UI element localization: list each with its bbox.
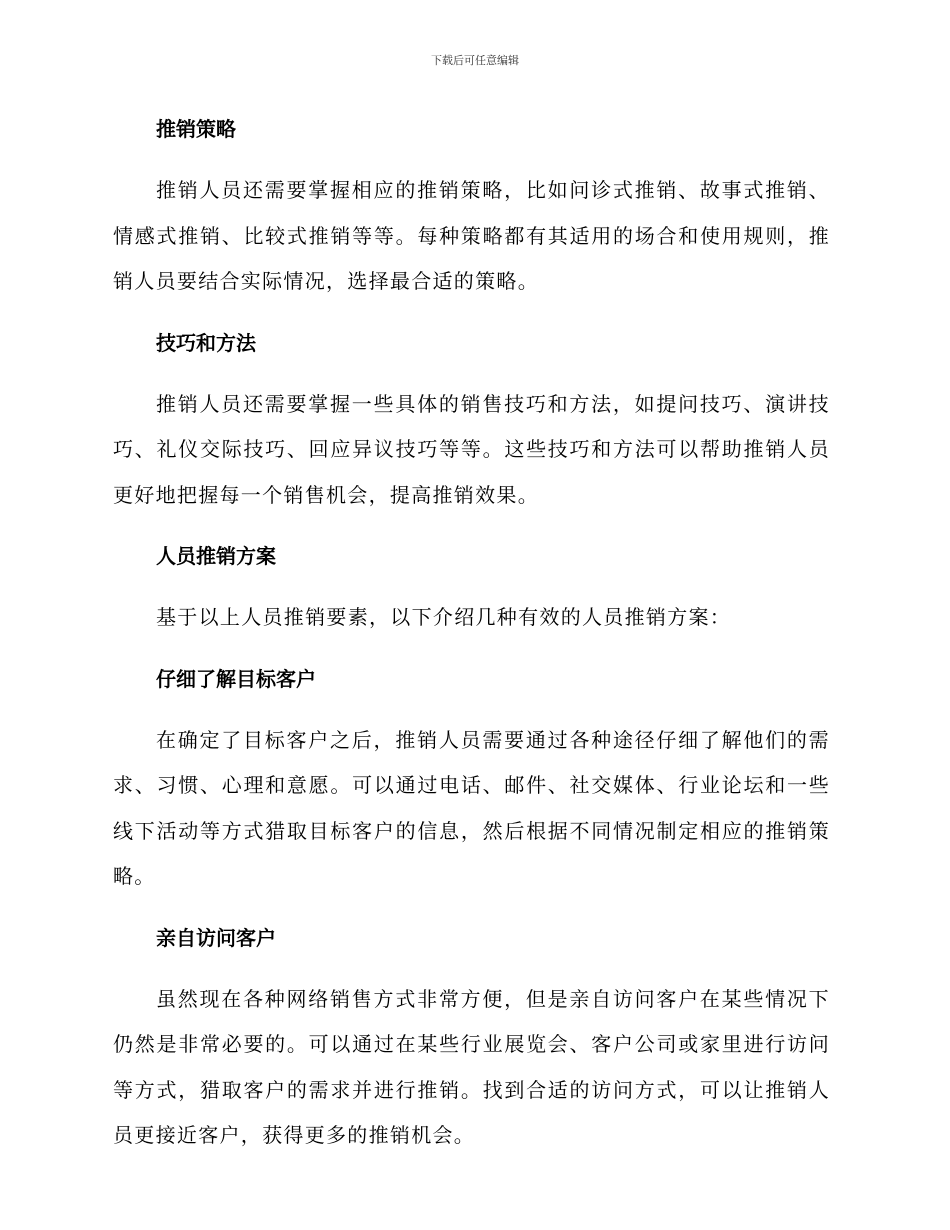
section-paragraph-personnel-plan: 基于以上人员推销要素，以下介绍几种有效的人员推销方案： [156, 605, 732, 629]
section-heading-skills-methods: 技巧和方法 [156, 330, 256, 355]
page-header: 下载后可任意编辑 [431, 54, 519, 67]
document-body [113, 112, 830, 1159]
section-heading-visit-customers: 亲自访问客户 [156, 925, 276, 950]
section-paragraph-visit-customers: 虽然现在各种网络销售方式非常方便，但是亲自访问客户在某些情况下仍然是非常必要的。可以通过在某些行业展览会、客户公司或家里进行访问等方式，猎取客户的需求并进行推销。找到合适的访问方式，可以让推销人员更接近客户，获得更多的推销机会。 [113, 986, 830, 1147]
section-paragraph-skills-methods: 推销人员还需要掌握一些具体的销售技巧和方法，如提问技巧、演讲技巧、礼仪交际技巧、回应异议技巧等等。这些技巧和方法可以帮助推销人员更好地把握每一个销售机会，提高推销效果。 [113, 391, 830, 507]
section-heading-sales-strategy: 推销策略 [156, 117, 236, 141]
section-paragraph-understand-customers: 在确定了目标客户之后，推销人员需要通过各种途径仔细了解他们的需求、习惯、心理和意愿。可以通过电话、邮件、社交媒体、行业论坛和一些线下活动等方式猎取目标客户的信息，然后根据不同情况制定相应的推销策略。 [113, 727, 830, 888]
section-heading-personnel-plan: 人员推销方案 [156, 544, 276, 568]
section-paragraph-sales-strategy: 推销人员还需要掌握相应的推销策略，比如问诊式推销、故事式推销、情感式推销、比较式推销等等。每种策略都有其适用的场合和使用规则，推销人员要结合实际情况，选择最合适的策略。 [113, 178, 830, 293]
section-heading-understand-customers: 仔细了解目标客户 [156, 666, 316, 691]
